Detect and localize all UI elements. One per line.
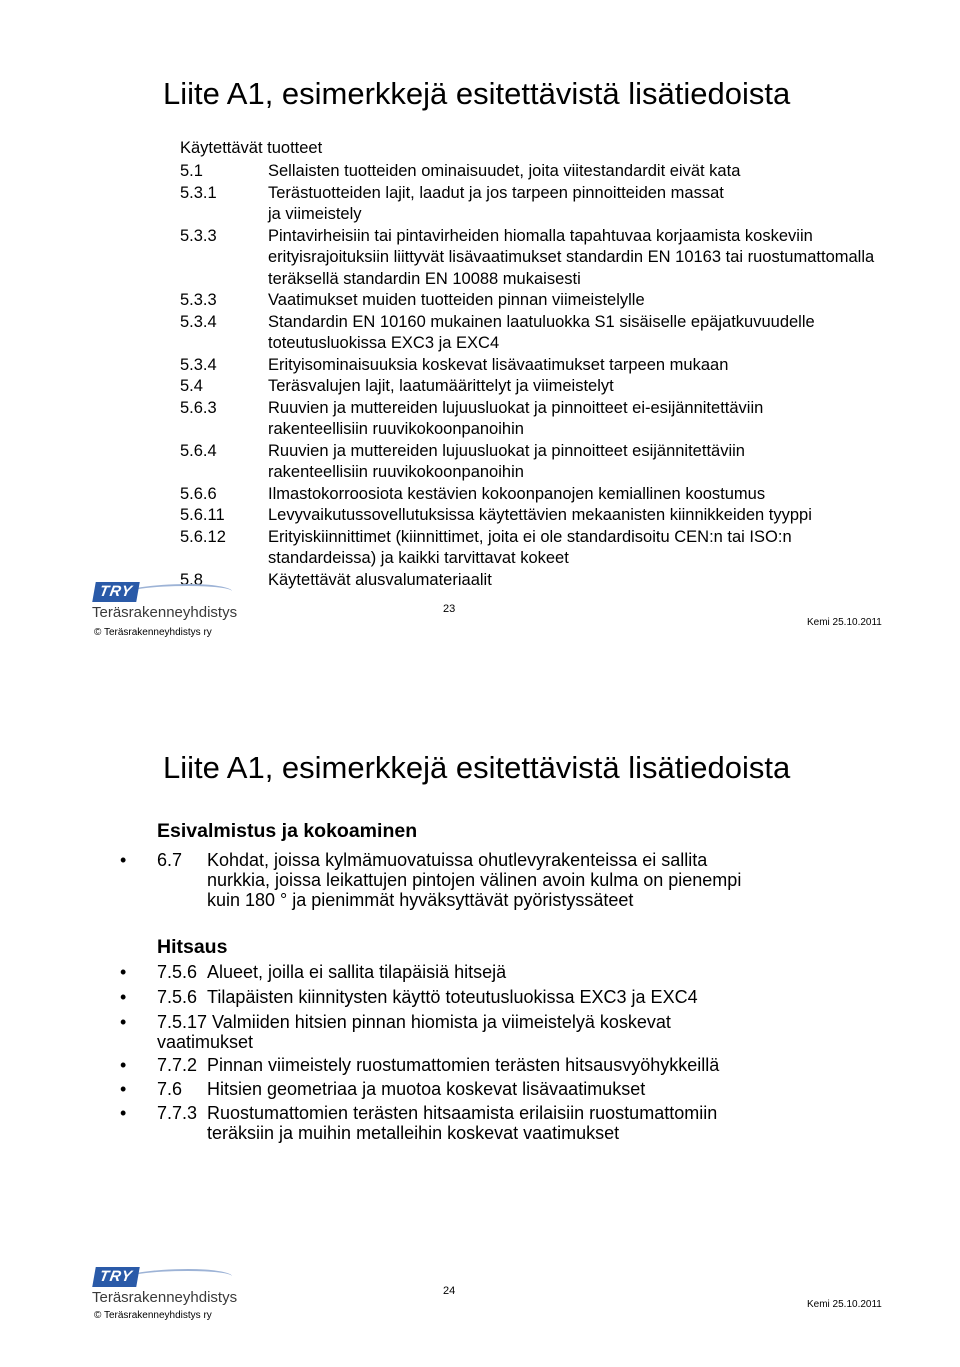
item-line: teräksiin ja muihin metalleihin koskevat vaatimukset (207, 1123, 620, 1143)
item-text: Terästuotteiden lajit, laadut ja jos tarpeen pinnoitteiden massat ja viimeistely (268, 183, 724, 223)
bullet: • (120, 1103, 127, 1123)
item-line: Kohdat, joissa kylmämuovatuissa ohutlevyrakenteissa ei sallita (207, 850, 708, 870)
item-text (207, 1103, 847, 1143)
page-number: 23 (443, 603, 456, 615)
list-item (180, 161, 880, 183)
item-line: kuin 180 ° ja pienimmät hyväksyttävät pyöristyssäteet (207, 890, 634, 910)
item-number: 5.3.4 (180, 355, 217, 374)
item-number: 7.5.6 (157, 987, 198, 1007)
item-line: Pinnan viimeistely ruostumattomien terästen hitsausvyöhykkeillä (207, 1055, 720, 1075)
item-line: Ruostumattomien terästen hitsaamista erilaisiin ruostumattomiin (207, 1103, 718, 1123)
item-number: 6.7 (157, 850, 183, 870)
logo-mark: TRY (92, 582, 140, 602)
list-item (180, 398, 880, 441)
footer-date: Kemi 25.10.2011 (807, 1299, 882, 1310)
list-item (180, 355, 880, 377)
list-item (180, 484, 880, 506)
item-number: 5.3.3 (180, 291, 217, 309)
item-text: Erityisominaisuuksia koskevat lisävaatimukset tarpeen mukaan (268, 355, 729, 374)
item-number: 5.6.4 (180, 441, 217, 460)
list-item (180, 570, 880, 592)
item-number: 7.7.3 (157, 1103, 198, 1123)
slide-title: Liite A1, esimerkkejä esitettävistä lisätiedoista (163, 76, 791, 111)
slide-24 (0, 684, 960, 1367)
try-logo (92, 582, 237, 632)
item-text (207, 987, 847, 1007)
item-number: 7.6 (157, 1079, 183, 1099)
item-text: Sellaisten tuotteiden ominaisuudet, joita viitestandardit eivät kata (268, 162, 741, 180)
footer-date: Kemi 25.10.2011 (807, 617, 882, 628)
item-number: 7.7.2 (157, 1055, 198, 1075)
copyright: © Teräsrakenneyhdistys ry (94, 627, 212, 638)
item-number: 5.6.12 (180, 527, 226, 546)
copyright: © Teräsrakenneyhdistys ry (94, 1310, 212, 1321)
item-line: vaatimukset (157, 1032, 254, 1052)
item-text: Vaatimukset muiden tuotteiden pinnan viimeistelylle (268, 291, 645, 309)
item-text: Levyvaikutussovellutuksissa käytettävien mekaanisten kiinnikkeiden tyyppi (268, 506, 812, 524)
item-number: 5.3.3 (180, 226, 217, 245)
bullet: • (120, 987, 127, 1007)
item-number: 7.5.17 (157, 1012, 208, 1032)
bullet: • (120, 850, 127, 870)
item-line-text: Valmiiden hitsien pinnan hiomista ja viimeistelyä koskevat (212, 1012, 671, 1032)
logo-name: Teräsrakenneyhdistys (92, 1289, 238, 1306)
item-line: Alueet, joilla ei sallita tilapäisiä hitsejä (207, 962, 507, 982)
item-text: Erityiskiinnittimet (kiinnittimet, joita ei ole standardisoitu CEN:n tai ISO:n standardeissa) ja kaikki tarvittavat kokeet (268, 527, 792, 567)
item-number: 7.5.6 (157, 962, 198, 982)
page-number: 24 (443, 1285, 456, 1297)
list-item (180, 527, 880, 570)
product-requirements-list (180, 161, 880, 591)
bullet: • (120, 962, 127, 982)
bullet: • (120, 1079, 127, 1099)
item-line: Hitsien geometriaa ja muotoa koskevat lisävaatimukset (207, 1079, 646, 1099)
item-text (157, 1012, 797, 1052)
item-number: 5.1 (180, 162, 203, 180)
item-text (207, 1079, 847, 1099)
logo-mark: TRY (92, 1267, 140, 1287)
item-number: 5.4 (180, 377, 203, 395)
item-text: Ruuvien ja muttereiden lujuusluokat ja pinnoitteet ei-esijännitettäviin rakenteellisiin ruuvikokoonpanoihin (268, 398, 764, 438)
logo-name: Teräsrakenneyhdistys (92, 604, 238, 621)
item-number: 5.6.3 (180, 398, 217, 417)
item-line: nurkkia, joissa leikattujen pintojen välinen avoin kulma on pienempi (207, 870, 742, 890)
slide-23 (0, 0, 960, 683)
item-text: Pintavirheisiin tai pintavirheiden hiomalla tapahtuvaa korjaamista koskeviin erityisrajoituksiin liittyvät lisävaatimukset standardin EN 10163 tai ruostumattomalla teräksellä standardin EN 10088 mukaisesti (268, 226, 875, 288)
item-text: Standardin EN 10160 mukainen laatuluokka S1 sisäiselle epäjatkuvuudelle toteutusluokissa EXC3 ja EXC4 (268, 312, 815, 352)
item-line: Tilapäisten kiinnitysten käyttö toteutusluokissa EXC3 ja EXC4 (207, 987, 698, 1007)
item-text: Ilmastokorroosiota kestävien kokoonpanojen kemiallinen koostumus (268, 484, 766, 503)
item-text (207, 1055, 847, 1075)
list-item (180, 505, 880, 527)
item-text: Ruuvien ja muttereiden lujuusluokat ja pinnoitteet esijännitettäviin rakenteellisiin ruuvikokoonpanoihin (268, 441, 745, 481)
list-item (180, 312, 880, 355)
list-item (180, 226, 880, 291)
item-number: 5.8 (180, 570, 203, 589)
bullet: • (120, 1012, 127, 1032)
item-number: 5.6.6 (180, 484, 217, 503)
list-item (180, 376, 880, 398)
list-item (180, 290, 880, 312)
section-heading: Käytettävät tuotteet (180, 139, 323, 157)
item-line (157, 1012, 797, 1032)
item-text: Käytettävät alusvalumateriaalit (268, 570, 492, 589)
item-number: 5.6.11 (180, 506, 225, 524)
list-item (180, 183, 880, 226)
section-heading: Hitsaus (157, 936, 228, 958)
list-item (180, 441, 880, 484)
item-number: 5.3.1 (180, 183, 217, 202)
bullet: • (120, 1055, 127, 1075)
slide-title: Liite A1, esimerkkejä esitettävistä lisätiedoista (163, 750, 791, 785)
item-text (207, 962, 847, 982)
item-text (207, 850, 847, 910)
item-text: Teräsvalujen lajit, laatumäärittelyt ja viimeistelyt (268, 377, 614, 395)
section-heading: Esivalmistus ja kokoaminen (157, 820, 418, 842)
item-number: 5.3.4 (180, 312, 217, 331)
